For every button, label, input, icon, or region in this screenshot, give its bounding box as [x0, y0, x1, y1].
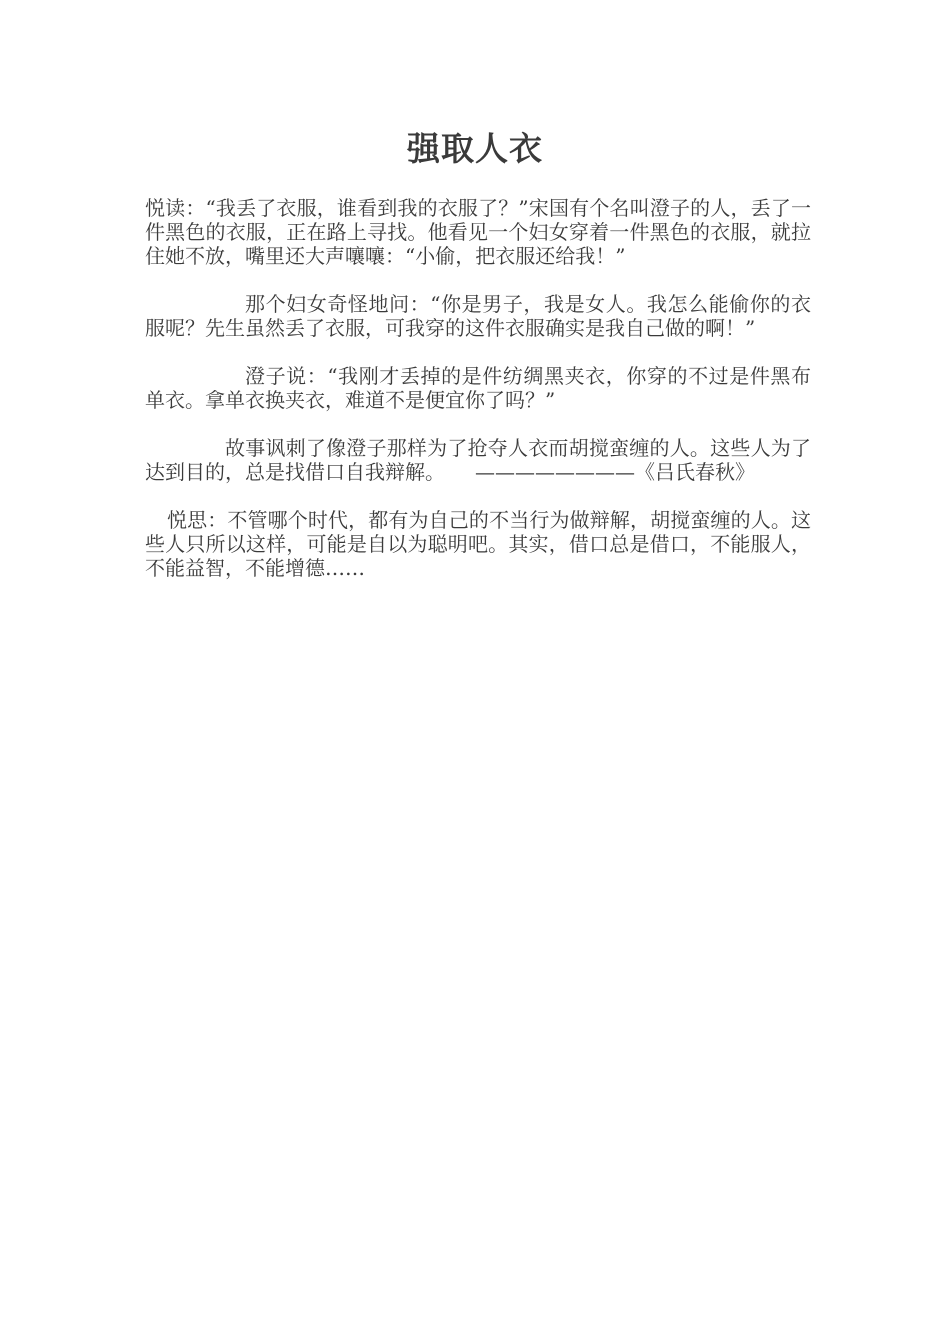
paragraph-woman-reply: 那个妇女奇怪地问：“你是男子，我是女人。我怎么能偷你的衣服呢？先生虽然丢了衣服，可我穿的这件衣服确实是我自己做的啊！” — [145, 292, 811, 340]
paragraph-chengzi-reply: 澄子说：“我刚才丢掉的是件纺绸黑夹衣，你穿的不过是件黑布单衣。拿单衣换夹衣，难道不是便宜你了吗？” — [145, 364, 811, 412]
paragraph-reflection: 悦思：不管哪个时代，都有为自己的不当行为做辩解，胡搅蛮缠的人。这些人只所以这样，可能是自以为聪明吧。其实，借口总是借口，不能服人，不能益智，不能增德…… — [145, 508, 811, 580]
paragraph-moral: 故事讽刺了像澄子那样为了抢夺人衣而胡搅蛮缠的人。这些人为了达到目的，总是找借口自我辩解。 ————————《吕氏春秋》 — [145, 436, 811, 484]
document-title: 强取人衣 — [407, 129, 543, 168]
document-body — [145, 196, 811, 604]
paragraph-intro: 悦读：“我丢了衣服，谁看到我的衣服了？”宋国有个名叫澄子的人，丢了一件黑色的衣服，正在路上寻找。他看见一个妇女穿着一件黑色的衣服，就拉住她不放，嘴里还大声嚷嚷：“小偷，把衣服还给我！” — [145, 196, 811, 268]
